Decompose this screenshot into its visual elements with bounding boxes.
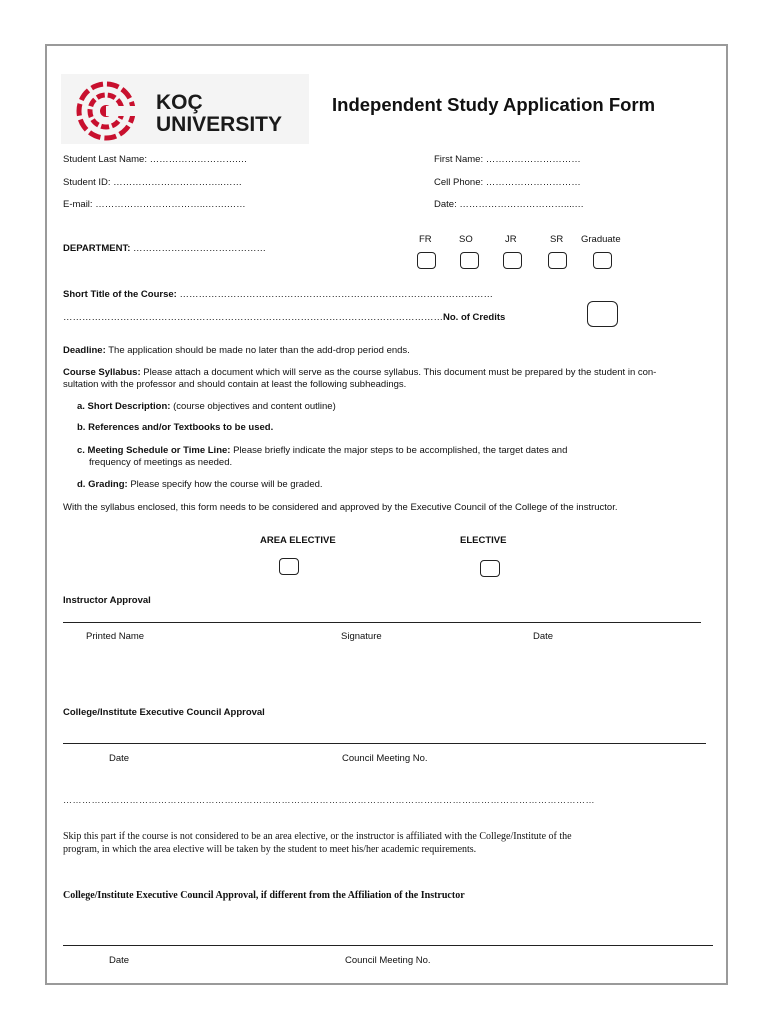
level-label-sr: SR [550, 234, 564, 245]
council2-signature-line[interactable] [63, 945, 713, 946]
cell-phone-field[interactable]: Cell Phone: ………………………… [434, 177, 581, 188]
syllabus-label: Course Syllabus: [63, 367, 141, 378]
area-elective-checkbox[interactable] [279, 558, 299, 575]
email-field[interactable]: E-mail: ……………………………..…….…… [63, 199, 246, 210]
course-title-line2-dots: ………………………………………………………………………………………………………… [63, 312, 443, 323]
council-approval-heading: College/Institute Executive Council Approval [63, 707, 265, 718]
syllabus-item-a-title: a. Short Description: [77, 401, 171, 412]
deadline-label: Deadline: [63, 345, 106, 356]
syllabus-item-b [77, 422, 273, 433]
instructor-signature-line[interactable] [63, 622, 701, 623]
level-label-jr: JR [505, 234, 517, 245]
first-name-field[interactable]: First Name: ………………………… [434, 154, 581, 165]
level-label-graduate: Graduate [581, 234, 621, 245]
logo-emblem-icon [71, 76, 141, 146]
skip-text-line2: program, in which the area elective will be taken by the student to meet his/her academic requirements. [63, 844, 477, 855]
checkbox-graduate[interactable] [593, 252, 612, 269]
checkbox-so[interactable] [460, 252, 479, 269]
syllabus-paragraph-line1 [63, 367, 656, 378]
syllabus-text-2: sultation with the professor and should contain at least the following subheadings. [63, 379, 407, 390]
council2-date-label: Date [109, 955, 130, 966]
skip-text-line1: Skip this part if the course is not considered to be an area elective, or the instructor is affiliated with the College/Institute of the [63, 831, 572, 842]
instructor-printed-name-label: Printed Name [86, 631, 145, 642]
syllabus-item-a-text: (course objectives and content outline) [173, 401, 336, 412]
last-name-field[interactable]: Student Last Name: ……………………….… [63, 154, 248, 165]
department-label: DEPARTMENT: [63, 243, 131, 254]
council-signature-line[interactable] [63, 743, 706, 744]
syllabus-item-c-title: c. Meeting Schedule or Time Line: [77, 445, 231, 456]
instructor-date-label: Date [533, 631, 554, 642]
area-elective-label: AREA ELECTIVE [260, 535, 336, 546]
syllabus-item-c [77, 445, 567, 456]
date-field[interactable]: Date: ……………………………....… [434, 199, 584, 210]
council2-meeting-no-label: Council Meeting No. [345, 955, 431, 966]
checkbox-jr[interactable] [503, 252, 522, 269]
checkbox-fr[interactable] [417, 252, 436, 269]
credits-label: No. of Credits [443, 312, 506, 323]
logo-text-university: UNIVERSITY [156, 113, 283, 136]
syllabus-item-d-title: d. Grading: [77, 479, 128, 490]
department-dots: …………………………………… [133, 243, 267, 254]
department-field[interactable] [63, 243, 266, 254]
syllabus-item-c-text2: frequency of meetings as needed. [89, 457, 233, 468]
course-title-field[interactable] [63, 289, 493, 300]
form-page [45, 44, 728, 985]
level-label-so: SO [459, 234, 473, 245]
syllabus-item-d-text: Please specify how the course will be graded. [130, 479, 323, 490]
elective-label: ELECTIVE [460, 535, 507, 546]
syllabus-text-1: Please attach a document which will serve as the course syllabus. This document must be prepared by the student in con- [143, 367, 657, 378]
credits-box[interactable] [587, 301, 618, 327]
syllabus-enclosed-text: With the syllabus enclosed, this form needs to be considered and approved by the Executive Council of the College of the instructor. [63, 502, 618, 513]
elective-checkbox[interactable] [480, 560, 500, 577]
syllabus-item-b-title: b. References and/or Textbooks to be used. [77, 422, 274, 433]
course-title-line2[interactable] [63, 312, 505, 323]
council2-approval-heading: College/Institute Executive Council Approval, if different from the Affiliation of the Instructor [63, 890, 465, 901]
logo-text-koc: KOÇ [156, 91, 203, 114]
council-dotted-line: …………………………………………………………………………………………………………………………………………………… [63, 795, 595, 805]
deadline-paragraph [63, 345, 410, 356]
course-title-dots: ……………………………………………………………………………………… [179, 289, 493, 300]
council-meeting-no-label: Council Meeting No. [342, 753, 428, 764]
instructor-signature-label: Signature [341, 631, 382, 642]
level-label-fr: FR [419, 234, 432, 245]
deadline-text: The application should be made no later than the add-drop period ends. [108, 345, 410, 356]
council-date-label: Date [109, 753, 130, 764]
syllabus-item-a [77, 401, 336, 412]
course-title-label: Short Title of the Course: [63, 289, 177, 300]
syllabus-item-c-text: Please briefly indicate the major steps to be accomplished, the target dates and [233, 445, 568, 456]
instructor-approval-heading: Instructor Approval [63, 595, 151, 606]
form-title: Independent Study Application Form [332, 94, 656, 115]
syllabus-item-d [77, 479, 323, 490]
university-logo [61, 74, 309, 144]
student-id-field[interactable]: Student ID: ……………………………..…… [63, 177, 242, 188]
checkbox-sr[interactable] [548, 252, 567, 269]
